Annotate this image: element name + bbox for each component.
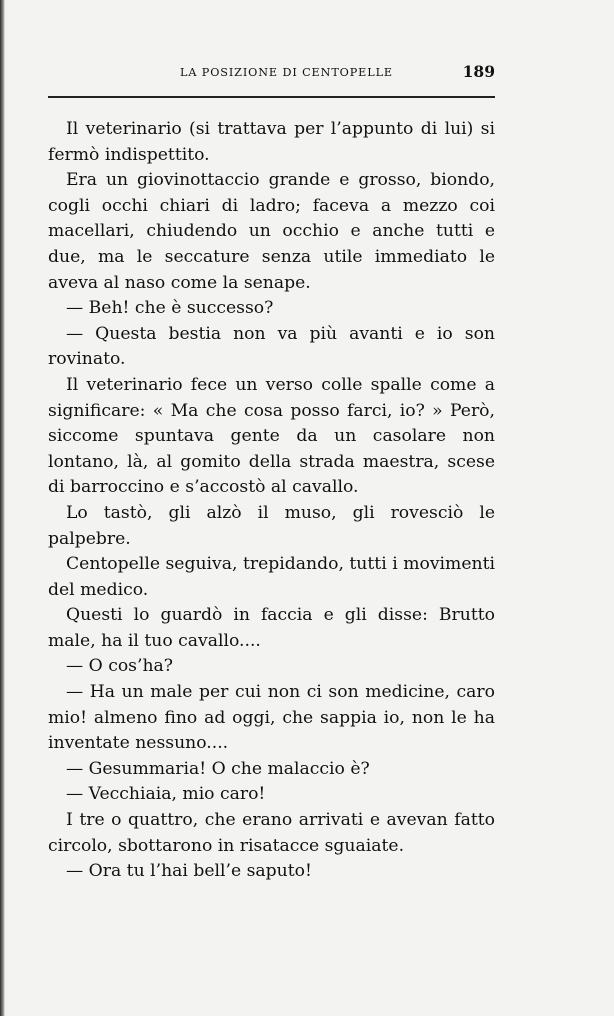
paragraph: Il veterinario fece un verso colle spalle come a significare: « Ma che cosa posso farci, io? » Però, siccome spuntava gente da un casolare non lontano, là, al gomito della strada maestra, scese di barroccino e s’accostò al cavallo. — [48, 374, 495, 498]
paragraph: Il veterinario (si trattava per l’appunto di lui) si fermò indispettito. — [48, 119, 495, 165]
page-edge-shadow — [0, 0, 5, 1016]
paragraph: Questi lo guardò in faccia e gli disse: Brutto male, ha il tuo cavallo.... — [48, 605, 495, 651]
running-title: LA POSIZIONE DI CENTOPELLE — [180, 66, 393, 79]
page-header — [48, 62, 495, 86]
paragraph: — Questa bestia non va più avanti e io son rovinato. — [48, 323, 495, 370]
paragraph: — O cos’ha? — [66, 656, 173, 677]
paragraph: — Ha un male per cui non ci son medicine, caro mio! almeno fino ad oggi, che sappia io, non le ha inventate nessuno.... — [48, 682, 495, 754]
paragraph: Lo tastò, gli alzò il muso, gli rovesciò le palpebre. — [48, 502, 495, 549]
paragraph: — Beh! che è successo? — [66, 298, 274, 319]
paragraph: — Ora tu l’hai bell’e saputo! — [66, 861, 312, 882]
paragraph: — Vecchiaia, mio caro! — [66, 784, 266, 805]
paragraph: Era un giovinottaccio grande e grosso, biondo, cogli occhi chiari di ladro; faceva a mezzo coi macellari, chiudendo un occhio e anche tutti e due, ma le seccature senza utile immediato le aveva al naso come la senape. — [48, 170, 495, 293]
header-rule — [48, 96, 495, 98]
page-number: 189 — [462, 62, 495, 81]
paragraph: — Gesummaria! O che malaccio è? — [66, 758, 370, 779]
body-text — [48, 117, 495, 885]
paragraph: I tre o quattro, che erano arrivati e avevan fatto circolo, sbottarono in risatacce sguaiate. — [48, 810, 495, 856]
paragraph: Centopelle seguiva, trepidando, tutti i movimenti del medico. — [48, 554, 495, 600]
